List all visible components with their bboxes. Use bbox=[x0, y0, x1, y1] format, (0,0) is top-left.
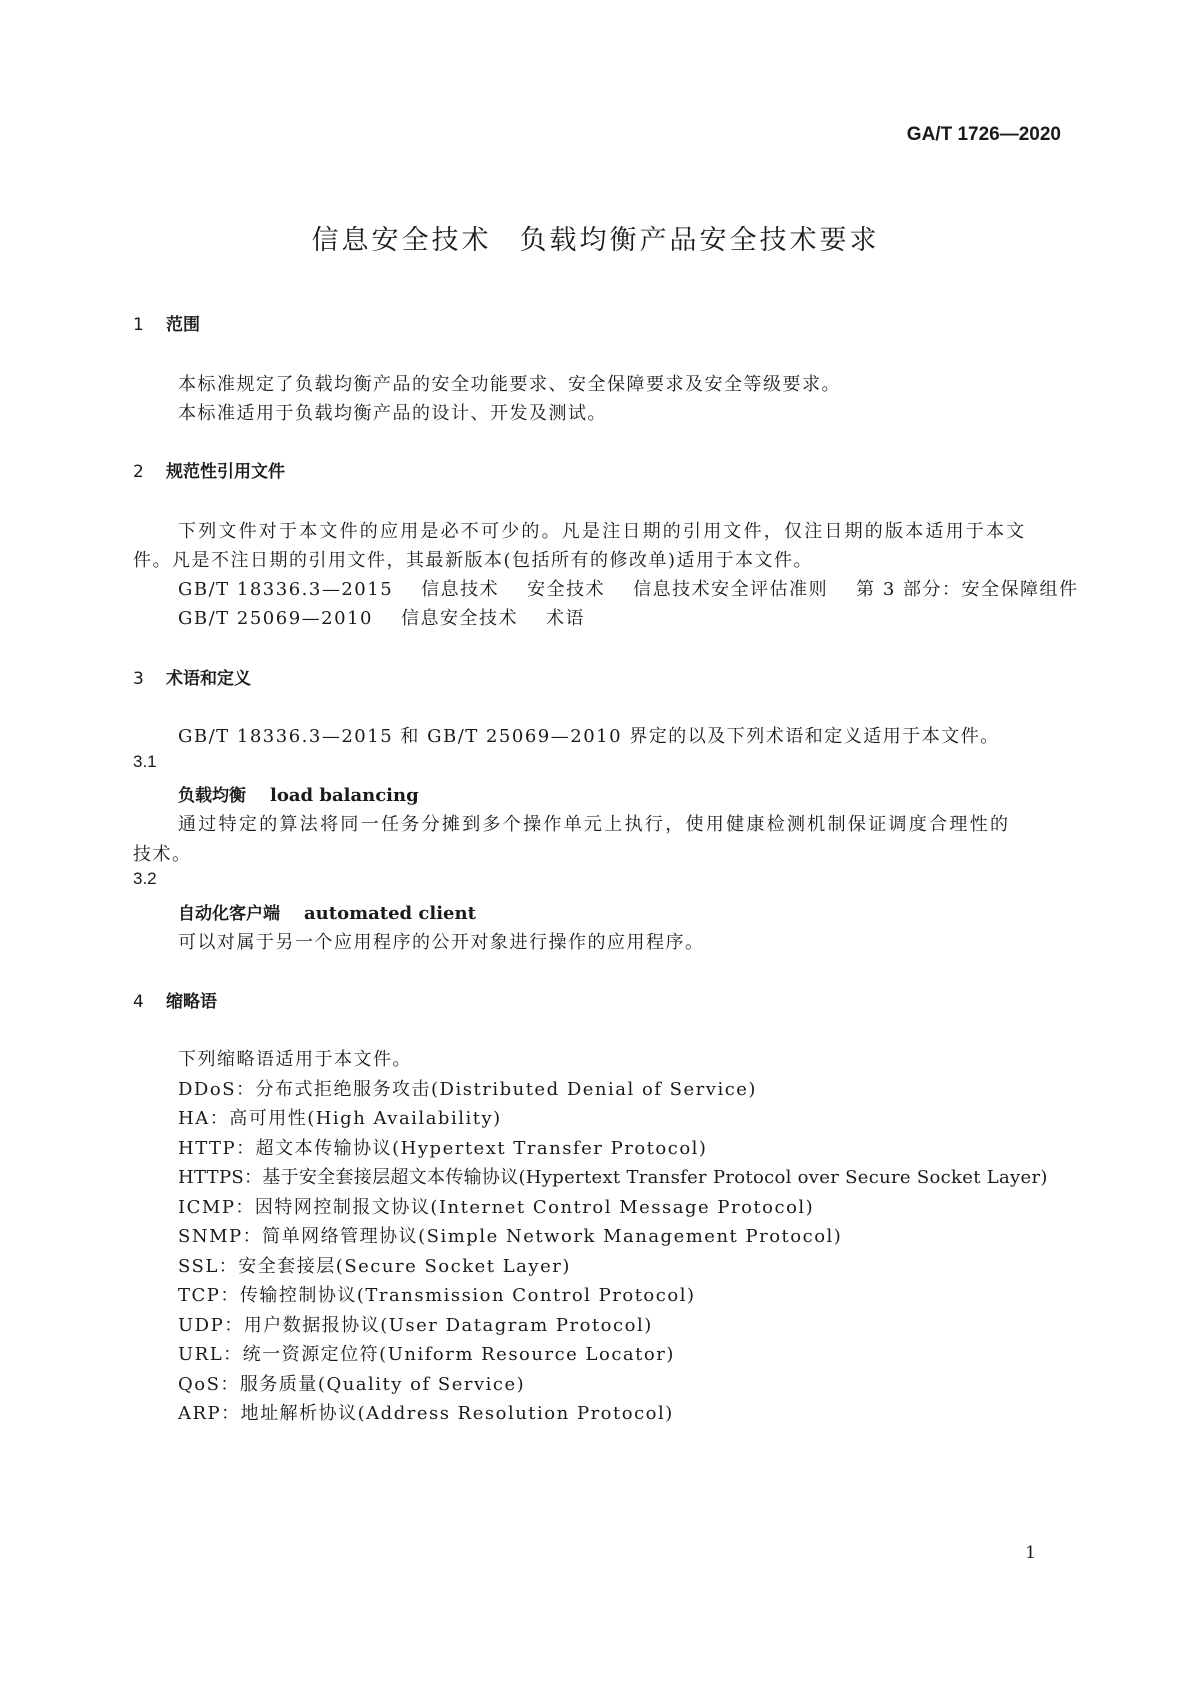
abbreviation-item: HTTPS：基于安全套接层超文本传输协议(Hypertext Transfer Protocol over Secure Socket Layer) bbox=[178, 1167, 1048, 1188]
reference-item bbox=[178, 575, 1079, 601]
abbreviation-item: ARP：地址解析协议(Address Resolution Protocol) bbox=[178, 1403, 674, 1424]
abbreviation-item: HA：高可用性(High Availability) bbox=[178, 1108, 502, 1129]
section-2-heading bbox=[133, 457, 285, 482]
abbreviation-item: TCP：传输控制协议(Transmission Control Protocol) bbox=[178, 1285, 696, 1306]
section-title: 范围 bbox=[166, 315, 200, 335]
reference-title-part: 信息技术安全评估准则 bbox=[633, 579, 829, 600]
reference-code: GB/T 18336.3—2015 bbox=[178, 579, 394, 600]
term-number: 3.1 bbox=[133, 752, 157, 771]
section-title: 规范性引用文件 bbox=[166, 462, 285, 482]
section-title: 术语和定义 bbox=[166, 669, 251, 689]
reference-title-part: 信息技术 bbox=[421, 579, 500, 600]
reference-code: GB/T 25069—2010 bbox=[178, 608, 373, 629]
document-title bbox=[0, 218, 1191, 257]
abbreviation-item: SSL：安全套接层(Secure Socket Layer) bbox=[178, 1256, 571, 1277]
abbreviation-item: ICMP：因特网控制报文协议(Internet Control Message Protocol) bbox=[178, 1197, 815, 1218]
term-zh: 负载均衡 bbox=[178, 786, 246, 806]
paragraph: GB/T 18336.3—2015 和 GB/T 25069—2010 界定的以及下列术语和定义适用于本文件。 bbox=[178, 726, 1000, 747]
reference-title-part: 术语 bbox=[545, 608, 585, 629]
section-title: 缩略语 bbox=[166, 992, 217, 1012]
term-heading bbox=[178, 781, 419, 806]
section-4-heading bbox=[133, 987, 217, 1012]
paragraph: 下列缩略语适用于本文件。 bbox=[178, 1049, 412, 1070]
paragraph: 本标准规定了负载均衡产品的安全功能要求、安全保障要求及安全等级要求。 bbox=[178, 374, 841, 395]
paragraph: 下列文件对于本文件的应用是必不可少的。凡是注日期的引用文件，仅注日期的版本适用于本文 bbox=[178, 521, 1027, 542]
section-number: 2 bbox=[133, 462, 144, 482]
reference-title-part: 信息安全技术 bbox=[400, 608, 518, 629]
abbreviation-item: SNMP：简单网络管理协议(Simple Network Management Protocol) bbox=[178, 1226, 843, 1247]
paragraph: 件。凡是不注日期的引用文件，其最新版本(包括所有的修改单)适用于本文件。 bbox=[133, 550, 814, 571]
term-definition: 技术。 bbox=[133, 844, 192, 865]
page-number: 1 bbox=[1025, 1543, 1036, 1563]
title-main: 信息安全技术 bbox=[311, 225, 492, 256]
paragraph: 本标准适用于负载均衡产品的设计、开发及测试。 bbox=[178, 403, 607, 424]
section-number: 1 bbox=[133, 315, 144, 335]
term-en: load balancing bbox=[270, 785, 419, 806]
term-en: automated client bbox=[304, 903, 476, 924]
term-definition: 可以对属于另一个应用程序的公开对象进行操作的应用程序。 bbox=[178, 932, 705, 953]
title-sub: 负载均衡产品安全技术要求 bbox=[519, 225, 880, 256]
term-number: 3.2 bbox=[133, 869, 157, 888]
abbreviation-item: URL：统一资源定位符(Uniform Resource Locator) bbox=[178, 1344, 675, 1365]
section-1-heading bbox=[133, 310, 200, 335]
standard-number: GA/T 1726—2020 bbox=[906, 124, 1061, 145]
section-3-heading bbox=[133, 664, 251, 689]
section-number: 3 bbox=[133, 669, 144, 689]
abbreviation-item: QoS：服务质量(Quality of Service) bbox=[178, 1374, 526, 1395]
section-number: 4 bbox=[133, 992, 144, 1012]
reference-title-part: 第 3 部分：安全保障组件 bbox=[856, 579, 1079, 600]
term-zh: 自动化客户端 bbox=[178, 904, 280, 924]
term-definition: 通过特定的算法将同一任务分摊到多个操作单元上执行，使用健康检测机制保证调度合理性的 bbox=[178, 814, 1011, 835]
reference-title-part: 安全技术 bbox=[527, 579, 606, 600]
abbreviation-item: UDP：用户数据报协议(User Datagram Protocol) bbox=[178, 1315, 653, 1336]
abbreviation-item: DDoS：分布式拒绝服务攻击(Distributed Denial of Service) bbox=[178, 1079, 757, 1100]
abbreviation-item: HTTP：超文本传输协议(Hypertext Transfer Protocol) bbox=[178, 1138, 708, 1159]
term-heading bbox=[178, 899, 476, 924]
reference-item bbox=[178, 604, 585, 630]
